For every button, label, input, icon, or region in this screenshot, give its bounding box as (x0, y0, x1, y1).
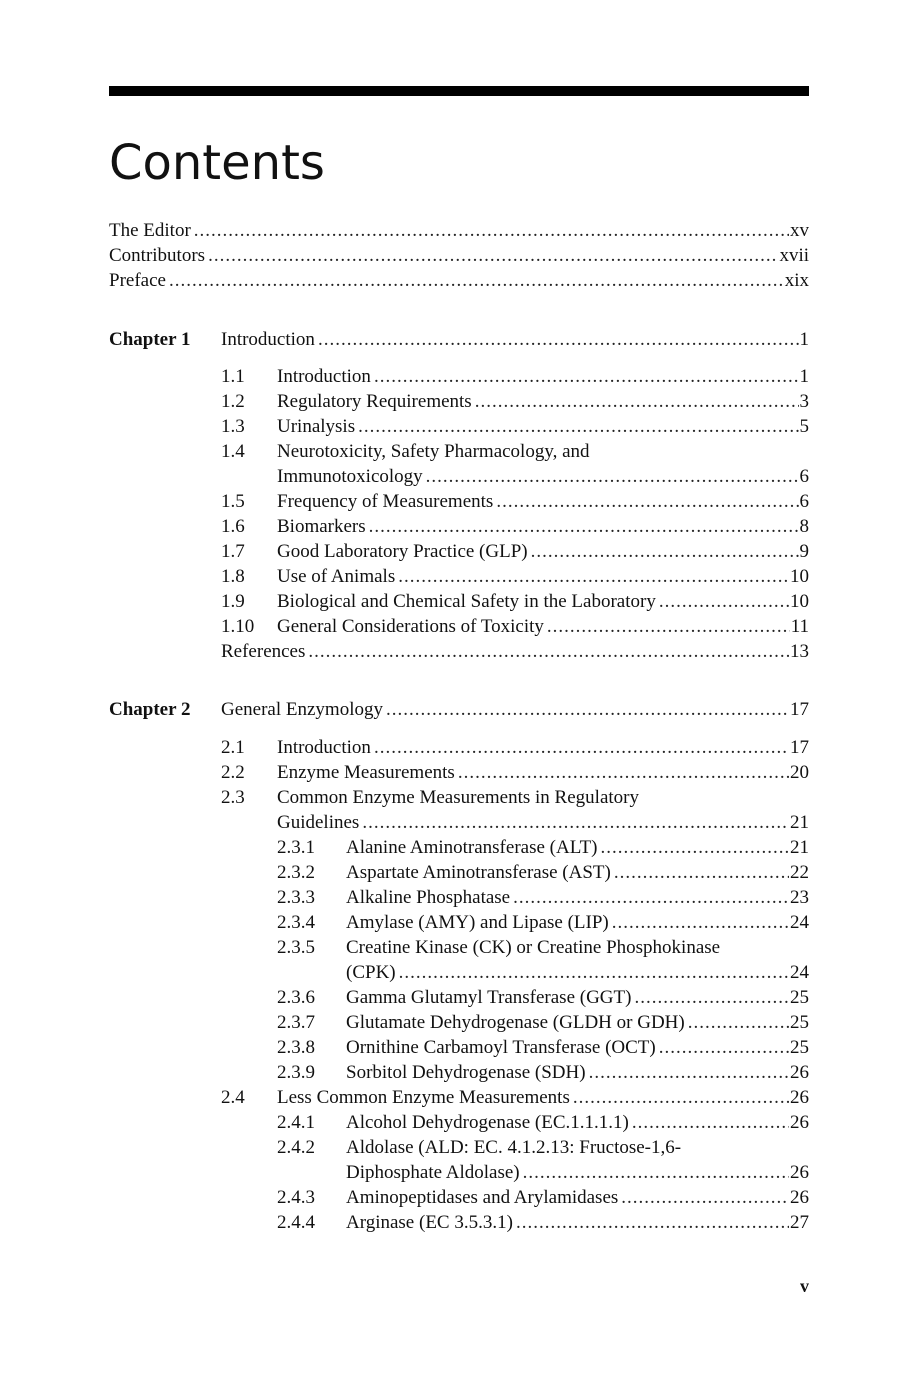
entry-page: 10 (790, 591, 809, 612)
entry-title-line2: Diphosphate Aldolase) (346, 1162, 520, 1183)
toc-entry-section[interactable] (277, 414, 809, 439)
toc-entry-subsection[interactable] (346, 1060, 809, 1085)
entry-page: 21 (790, 812, 809, 833)
toc-entry-subsection[interactable] (346, 985, 809, 1010)
toc-entry-subsection[interactable] (346, 1210, 809, 1235)
entry-page: 24 (790, 912, 809, 933)
entry-title: Frequency of Measurements (277, 491, 494, 512)
entry-title: Biological and Chemical Safety in the Laboratory (277, 591, 656, 612)
entry-page: xvii (779, 245, 809, 266)
entry-page: 25 (790, 1037, 809, 1058)
entry-title: Alcohol Dehydrogenase (EC.1.1.1.1) (346, 1112, 629, 1133)
toc-entry-section[interactable] (277, 1085, 809, 1110)
entry-title-line1[interactable]: Neurotoxicity, Safety Pharmacology, and (277, 441, 590, 462)
entry-title: Enzyme Measurements (277, 762, 455, 783)
toc-entry-subsection[interactable] (346, 860, 809, 885)
subsection-number: 2.3.8 (277, 1037, 315, 1058)
entry-page: 13 (790, 641, 809, 662)
section-number: 1.9 (221, 591, 245, 612)
toc-entry-subsection[interactable] (346, 1160, 809, 1185)
entry-title: Regulatory Requirements (277, 391, 472, 412)
toc-entry-chapter[interactable] (221, 327, 809, 352)
entry-title: Aminopeptidases and Arylamidases (346, 1187, 619, 1208)
toc-entry-subsection[interactable] (346, 1110, 809, 1135)
page-title: Contents (109, 135, 325, 191)
entry-title: Introduction (277, 366, 371, 387)
header-rule (109, 86, 809, 96)
section-number: 1.7 (221, 541, 245, 562)
toc-entry-section[interactable] (277, 810, 809, 835)
entry-title: General Enzymology (221, 699, 383, 720)
entry-page: xv (790, 220, 809, 241)
entry-page: 6 (799, 466, 809, 487)
toc-entry-references[interactable] (221, 639, 809, 664)
entry-page: 26 (790, 1062, 809, 1083)
toc-entry-section[interactable] (277, 564, 809, 589)
entry-title: Arginase (EC 3.5.3.1) (346, 1212, 513, 1233)
entry-page: 21 (790, 837, 809, 858)
entry-page: 25 (790, 1012, 809, 1033)
entry-page: 22 (790, 862, 809, 883)
entry-title-line1[interactable]: Aldolase (ALD: EC. 4.1.2.13: Fructose-1,6- (346, 1137, 682, 1158)
subsection-number: 2.3.6 (277, 987, 315, 1008)
entry-title: Use of Animals (277, 566, 396, 587)
toc-entry-section[interactable] (277, 735, 809, 760)
entry-title: Aspartate Aminotransferase (AST) (346, 862, 611, 883)
entry-title: Urinalysis (277, 416, 356, 437)
section-number: 2.4 (221, 1087, 245, 1108)
entry-title: Glutamate Dehydrogenase (GLDH or GDH) (346, 1012, 685, 1033)
subsection-number: 2.4.4 (277, 1212, 315, 1233)
subsection-number: 2.3.4 (277, 912, 315, 933)
entry-title: Alkaline Phosphatase (346, 887, 511, 908)
entry-page: 26 (790, 1087, 809, 1108)
section-number: 1.5 (221, 491, 245, 512)
subsection-number: 2.3.5 (277, 937, 315, 958)
section-number: 1.1 (221, 366, 245, 387)
entry-page: 26 (790, 1187, 809, 1208)
toc-entry-subsection[interactable] (346, 1185, 809, 1210)
entry-title: Sorbitol Dehydrogenase (SDH) (346, 1062, 586, 1083)
section-number: 1.2 (221, 391, 245, 412)
entry-title-line2: Immunotoxicology (277, 466, 423, 487)
chapter-label: Chapter 2 (109, 699, 191, 720)
entry-title: Introduction (277, 737, 371, 758)
entry-page: 6 (799, 491, 809, 512)
subsection-number: 2.3.3 (277, 887, 315, 908)
entry-page: 25 (790, 987, 809, 1008)
entry-title: Less Common Enzyme Measurements (277, 1087, 570, 1108)
section-number: 1.3 (221, 416, 245, 437)
entry-title-line1[interactable]: Common Enzyme Measurements in Regulatory (277, 787, 639, 808)
section-number: 1.4 (221, 441, 245, 462)
entry-title-line1[interactable]: Creatine Kinase (CK) or Creatine Phosphokinase (346, 937, 721, 958)
entry-page: 10 (790, 566, 809, 587)
subsection-number: 2.3.7 (277, 1012, 315, 1033)
entry-page: xix (784, 270, 809, 291)
toc-entry-subsection[interactable] (346, 910, 809, 935)
entry-title: Introduction (221, 329, 315, 350)
entry-title: General Considerations of Toxicity (277, 616, 544, 637)
toc-entry-section[interactable] (277, 760, 809, 785)
section-number: 2.1 (221, 737, 245, 758)
entry-page: 11 (790, 616, 809, 637)
entry-page: 27 (790, 1212, 809, 1233)
toc-entry-subsection[interactable] (346, 1035, 809, 1060)
section-number: 1.10 (221, 616, 255, 637)
section-number: 1.6 (221, 516, 245, 537)
toc-entry-section[interactable] (277, 514, 809, 539)
subsection-number: 2.3.9 (277, 1062, 315, 1083)
toc-entry-subsection[interactable] (346, 1010, 809, 1035)
entry-page: 9 (799, 541, 809, 562)
subsection-number: 2.4.3 (277, 1187, 315, 1208)
entry-title: Gamma Glutamyl Transferase (GGT) (346, 987, 632, 1008)
entry-page: 8 (799, 516, 809, 537)
section-number: 1.8 (221, 566, 245, 587)
entry-page: 1 (799, 329, 809, 350)
entry-title: Ornithine Carbamoyl Transferase (OCT) (346, 1037, 656, 1058)
toc-entry-subsection[interactable] (346, 835, 809, 860)
toc-entry-section[interactable] (277, 589, 809, 614)
subsection-number: 2.4.1 (277, 1112, 315, 1133)
subsection-number: 2.3.1 (277, 837, 315, 858)
entry-title-line2: (CPK) (346, 962, 396, 983)
entry-page: 26 (790, 1162, 809, 1183)
entry-page: 20 (790, 762, 809, 783)
entry-title: Contributors (109, 245, 206, 266)
entry-title: Preface (109, 270, 166, 291)
subsection-number: 2.3.2 (277, 862, 315, 883)
section-number: 2.2 (221, 762, 245, 783)
toc-entry-section[interactable] (277, 364, 809, 389)
subsection-number: 2.4.2 (277, 1137, 315, 1158)
entry-title: References (221, 641, 306, 662)
section-number: 2.3 (221, 787, 245, 808)
toc-entry-section[interactable] (277, 464, 809, 489)
toc-entry-section[interactable] (277, 614, 809, 639)
entry-page: 17 (790, 737, 809, 758)
toc-entry-chapter[interactable] (221, 697, 809, 722)
chapter-label: Chapter 1 (109, 329, 191, 350)
entry-page: 5 (799, 416, 809, 437)
toc-entry-section[interactable] (277, 539, 809, 564)
toc-entry-preface[interactable] (109, 268, 809, 293)
toc-entry-subsection[interactable] (346, 960, 809, 985)
toc-entry-section[interactable] (277, 389, 809, 414)
toc-entry-section[interactable] (277, 489, 809, 514)
entry-page: 24 (790, 962, 809, 983)
entry-title: Good Laboratory Practice (GLP) (277, 541, 528, 562)
folio-page-number: v (800, 1276, 809, 1296)
entry-title: Biomarkers (277, 516, 366, 537)
entry-title: Amylase (AMY) and Lipase (LIP) (346, 912, 609, 933)
entry-title: Alanine Aminotransferase (ALT) (346, 837, 598, 858)
entry-page: 23 (790, 887, 809, 908)
entry-title: The Editor (109, 220, 191, 241)
entry-page: 26 (790, 1112, 809, 1133)
entry-page: 3 (799, 391, 809, 412)
toc-entry-editor[interactable] (109, 218, 809, 243)
entry-page: 1 (799, 366, 809, 387)
toc-entry-contributors[interactable] (109, 243, 809, 268)
toc-entry-subsection[interactable] (346, 885, 809, 910)
entry-page: 17 (790, 699, 809, 720)
entry-title-line2: Guidelines (277, 812, 360, 833)
